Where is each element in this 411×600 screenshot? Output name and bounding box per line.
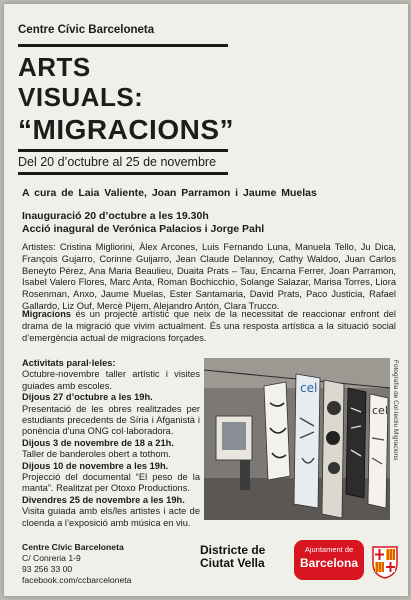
footer-facebook: facebook.com/ccbarceloneta [22, 575, 132, 585]
title-line-3: “MIGRACIONS” [18, 114, 234, 145]
district-logo [200, 544, 265, 570]
barcelona-shield-icon [370, 544, 400, 580]
inaugural-act: Acció inagural de Verónica Palacios i Jorge Pahl [22, 223, 265, 235]
dates-rule [18, 172, 228, 175]
exhibition-dates: Del 20 d’octubre al 25 de novembre [18, 155, 217, 169]
artists-paragraph [22, 242, 396, 313]
title-rule-bottom [18, 149, 228, 152]
activities-intro: Octubre-novembre taller artístic i visites guiades amb escoles. [22, 369, 200, 391]
ajuntament-line-2: Barcelona [299, 556, 359, 570]
banner-text-1: cel [300, 381, 318, 395]
inauguration-date: Inauguració 20 d’octubre a les 19.30h [22, 210, 209, 222]
poster [4, 4, 408, 596]
ajuntament-logo [294, 540, 364, 580]
activity-desc: Taller de banderoles obert a tothom. [22, 449, 171, 460]
artists-label: Artistes: [22, 242, 56, 252]
curators: A cura de Laia Valiente, Joan Parramon i Jaume Muelas [22, 187, 317, 199]
activity-desc: Projecció del documental “El peso de la manta”. Realitzat per Otoxo Productions. [22, 472, 200, 494]
activities-heading: Activitats paral·leles: [22, 358, 116, 368]
banner-text-2: cel [372, 404, 388, 417]
title-rule-top [18, 44, 228, 47]
activity-desc: Visita guiada amb els/les artistes i acte de cloenda a l’exposició amb música en viu. [22, 506, 200, 528]
activities-block [22, 358, 200, 529]
photo-credit: Fotografia de Col·lectiu Migracions [392, 360, 399, 461]
district-line-2: Ciutat Vella [200, 556, 265, 570]
footer-centre-name: Centre Cívic Barceloneta [22, 542, 124, 552]
activity-when: Dijous 27 d’octubre a les 19h. [22, 392, 153, 403]
activity-when: Dijous 3 de novembre de 18 a 21h. [22, 437, 174, 448]
activity-when: Dijous 10 de novembre a les 19h. [22, 460, 169, 471]
footer-phone: 93 256 33 00 [22, 564, 73, 574]
ajuntament-line-1: Ajuntament de [304, 545, 354, 554]
exhibition-photo [204, 358, 390, 520]
footer-address: C/ Conreria 1-9 [22, 553, 81, 563]
exhibition-photo-illustration [204, 358, 390, 520]
inauguration-block [22, 210, 396, 236]
migracions-paragraph [22, 309, 396, 344]
artists-names: Cristina Migliorini, Àlex Arcones, Luis Fernando Luna, Manuela Tello, Ju Dica, François Gujarro, Corinne Guijarro, Jean Claude Delannoy, Cathy Waldoo, Juan Carlos Beneyto Pérez, Ana Maria Beaulieu, Duaita Prats – Tau, Encarna Ferrer, Joan Parramon, Isabel Valero Flores, Marc Anta, Roman Bochicchio, Solange Salazar, Marisa Torres, Liora Rosenman, Anxo, Jaume Muelas, Ester Santamaria, David Prats, Paco Justicia, Rafael Gallardo, Liz Ouf, Mercè Pijem, Alejandro Antón, Clara Trucco. [22, 242, 396, 311]
centre-name: Centre Cívic Barceloneta [18, 24, 155, 36]
title-line-1: ARTS [18, 52, 91, 82]
district-line-1: Districte de [200, 543, 266, 557]
activity-when: Divendres 25 de novembre a les 19h. [22, 494, 185, 505]
migracions-label: Migracions [22, 309, 72, 319]
migracions-text: és un projecte artístic que neix de la necessitat de reaccionar enfront del drama de la migració que vivim actualment. És una resposta artística a la situació social d’emergència actual de migracions forçades. [22, 309, 396, 343]
title-line-2: VISUALS: [18, 82, 144, 112]
activity-desc: Presentació de les obres realitzades per estudiants precedents de Síria i Afganistà i ponència d’una ONG col·laboradora. [22, 403, 200, 437]
